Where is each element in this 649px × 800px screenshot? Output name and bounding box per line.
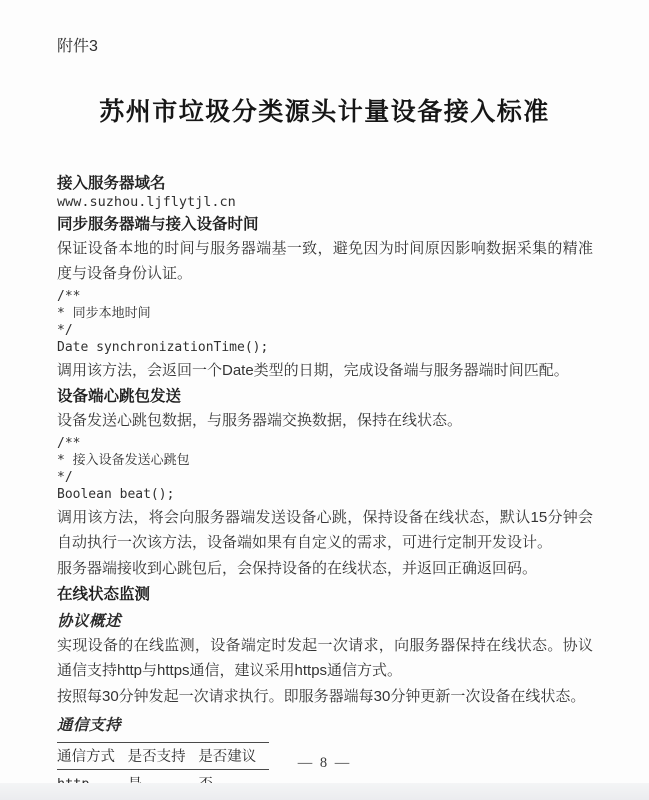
code-line: /** (57, 289, 81, 304)
code-line: */ (57, 323, 73, 338)
table-header-recommended: 是否建议 (198, 743, 269, 770)
table-header-method: 通信方式 (57, 743, 128, 770)
time-sync-result: 调用该方法，会返回一个Date类型的日期，完成设备端与服务器端时间匹配。 (57, 362, 569, 379)
code-line: * 接入设备发送心跳包 (57, 453, 190, 468)
heading-heartbeat: 设备端心跳包发送 (57, 388, 182, 405)
document-title: 苏州市垃圾分类源头计量设备接入标准 (99, 99, 550, 126)
time-sync-code-block (57, 288, 593, 356)
heartbeat-result: 调用该方法，将会向服务器端发送设备心跳，保持设备在线状态，默认15分钟会自动执行一次该方法，设备端如果有自定义的需求，可进行定制开发设计。 (57, 509, 593, 551)
heartbeat-intro: 设备发送心跳包数据，与服务器端交换数据，保持在线状态。 (57, 412, 463, 429)
heading-time-sync: 同步服务器端与接入设备时间 (57, 216, 259, 233)
subheading-protocol-overview: 协议概述 (57, 613, 122, 630)
table-header-supported: 是否支持 (128, 743, 199, 770)
page-number: — 8 — (297, 755, 352, 771)
subheading-communication-support: 通信支持 (57, 717, 122, 734)
protocol-paragraph-1: 实现设备的在线监测，设备端定时发起一次请求，向服务器保持在线状态。协议通信支持http与https通信，建议采用https通信方式。 (57, 637, 593, 679)
time-sync-intro: 保证设备本地的时间与服务器端基一致，避免因为时间原因影响数据采集的精准度与设备身份认证。 (57, 240, 593, 282)
photo-background-edge (0, 783, 649, 800)
server-domain-value: www.suzhou.ljflytjl.cn (57, 194, 236, 210)
code-line: * 同步本地时间 (57, 306, 151, 321)
code-line: */ (57, 470, 73, 485)
heartbeat-code-block (57, 435, 593, 503)
code-line: Boolean beat(); (57, 487, 175, 502)
heading-server-domain: 接入服务器域名 (57, 175, 166, 192)
code-line: /** (57, 436, 81, 451)
heading-online-status: 在线状态监测 (57, 586, 151, 603)
code-line: Date synchronizationTime(); (57, 340, 269, 355)
heartbeat-server-note: 服务器端接收到心跳包后，会保持设备的在线状态，并返回正确返回码。 (57, 560, 538, 577)
protocol-paragraph-2: 按照每30分钟发起一次请求执行。即服务器端每30分钟更新一次设备在线状态。 (57, 688, 586, 705)
document-body (0, 128, 649, 798)
attachment-label: 附件3 (57, 38, 98, 55)
